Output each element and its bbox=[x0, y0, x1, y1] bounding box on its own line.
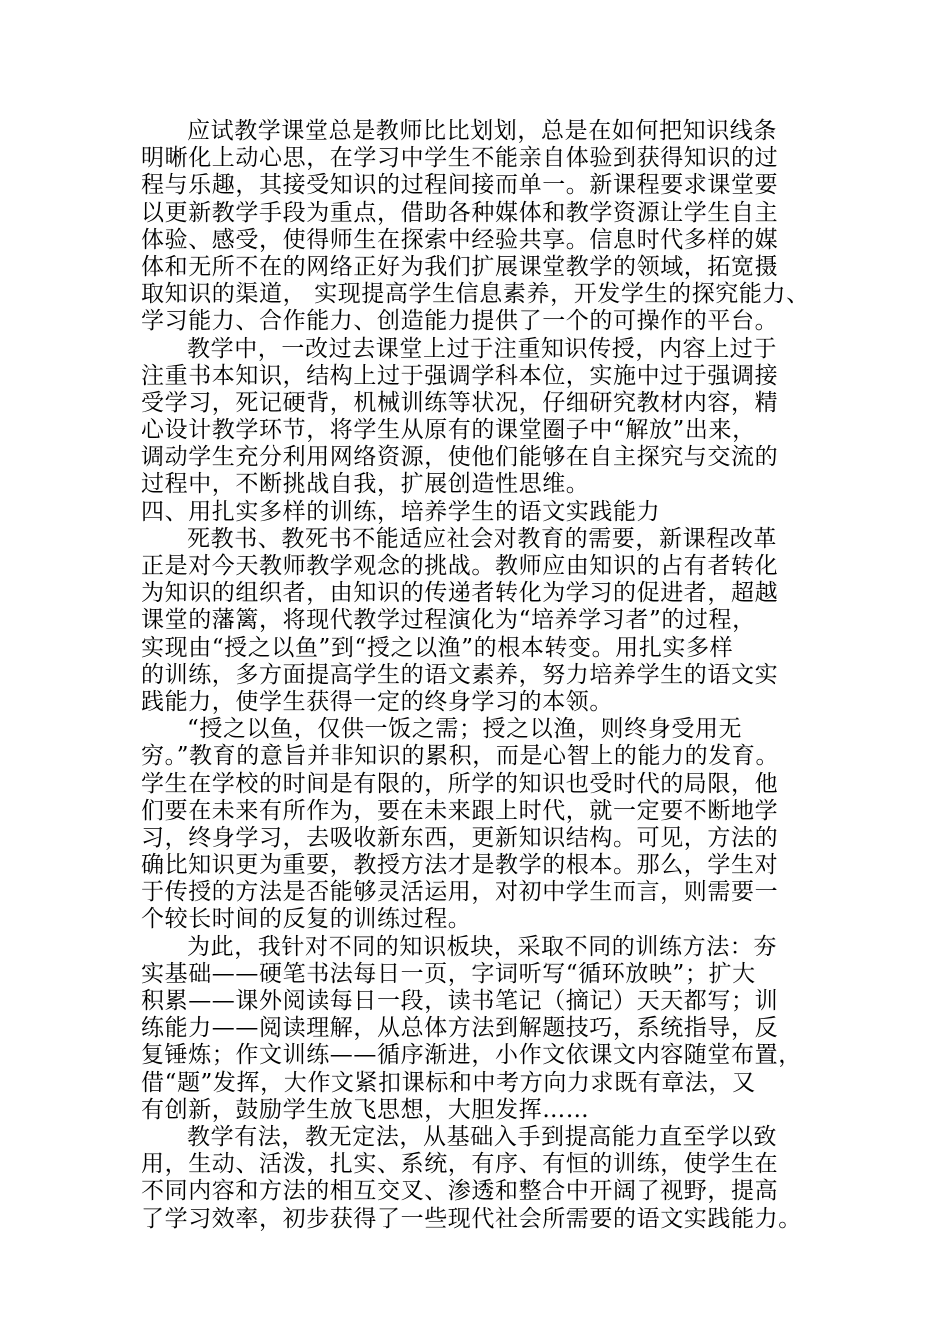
body-text bbox=[141, 118, 821, 1233]
text-line: 正是对今天教师教学观念的挑战。教师应由知识的占有者转化 bbox=[141, 553, 779, 579]
text-line: 用，生动、活泼，扎实、系统，有序、有恒的训练，使学生在 bbox=[141, 1151, 779, 1178]
text-line: 实现由“授之以鱼”到“授之以渔”的根本转变。用扎实多样 bbox=[141, 634, 734, 661]
text-line: 积累——课外阅读每日一段，读书笔记（摘记）天天都写；训 bbox=[141, 988, 779, 1014]
text-line: 体和无所不在的网络正好为我们扩展课堂教学的领域，拓宽摄 bbox=[141, 253, 779, 280]
text-line: 学生在学校的时间是有限的，所学的知识也受时代的局限，他 bbox=[141, 770, 779, 797]
text-line: 践能力，使学生获得一定的终身学习的本领。 bbox=[141, 688, 613, 715]
text-line: 学习能力、合作能力、创造能力提供了一个的可操作的平台。 bbox=[141, 308, 779, 335]
text-line: 调动学生充分利用网络资源，使他们能够在自主探究与交流的 bbox=[141, 444, 779, 471]
text-line: 取知识的渠道， 实现提高学生信息素养，开发学生的探究能力、 bbox=[141, 281, 810, 308]
text-line: 心设计教学环节，将学生从原有的课堂圈子中“解放”出来， bbox=[141, 417, 756, 444]
text-line: 受学习，死记硬背，机械训练等状况，仔细研究教材内容，精 bbox=[141, 389, 779, 416]
text-line: 练能力——阅读理解，从总体方法到解题技巧，系统指导，反 bbox=[141, 1015, 779, 1042]
text-line: 确比知识更为重要，教授方法才是教学的根本。那么，学生对 bbox=[141, 852, 779, 879]
text-line: 应试教学课堂总是教师比比划划，总是在如何把知识线条 bbox=[187, 118, 777, 144]
text-line: 注重书本知识，结构上过于强调学科本位，实施中过于强调接 bbox=[141, 362, 779, 389]
text-line: 过程中，不断挑战自我，扩展创造性思维。 bbox=[141, 471, 590, 498]
text-line: 实基础——硬笔书法每日一页，字词听写“循环放映”；扩大 bbox=[141, 960, 756, 987]
text-line: 于传授的方法是否能够灵活运用，对初中学生而言，则需要一 bbox=[141, 879, 779, 906]
text-line: 体验、感受，使得师生在探索中经验共享。信息时代多样的媒 bbox=[141, 226, 779, 253]
text-line: 教学中，一改过去课堂上过于注重知识传授，内容上过于 bbox=[187, 335, 777, 362]
text-line: 教学有法，教无定法，从基础入手到提高能力直至学以致 bbox=[187, 1123, 777, 1150]
text-line: 明晰化上动心思，在学习中学生不能亲自体验到获得知识的过 bbox=[141, 145, 779, 172]
text-line: “授之以鱼，仅供一饭之需；授之以渔，则终身受用无 bbox=[187, 716, 743, 743]
text-line: 穷。”教育的意旨并非知识的累积，而是心智上的能力的发育。 bbox=[141, 743, 780, 770]
text-line: 复锤炼；作文训练——循序渐进，小作文依课文内容随堂布置， bbox=[141, 1042, 802, 1069]
text-line: 借“题”发挥，大作文紧扣课标和中考方向力求既有章法，又 bbox=[141, 1069, 756, 1096]
text-line: 们要在未来有所作为，要在未来跟上时代，就一定要不断地学 bbox=[141, 797, 779, 824]
text-line: 的训练，多方面提高学生的语文素养，努力培养学生的语文实 bbox=[141, 661, 779, 688]
text-line: 为知识的组织者，由知识的传递者转化为学习的促进者，超越 bbox=[141, 580, 779, 607]
text-line: 死教书、教死书不能适应社会对教育的需要，新课程改革 bbox=[187, 525, 777, 552]
text-line: 课堂的藩篱，将现代教学过程演化为“培养学习者”的过程， bbox=[141, 607, 756, 634]
text-line: 四、用扎实多样的训练，培养学生的语文实践能力 bbox=[141, 498, 661, 525]
text-line: 为此，我针对不同的知识板块，采取不同的训练方法：夯 bbox=[187, 933, 777, 960]
text-line: 以更新教学手段为重点，借助各种媒体和教学资源让学生自主 bbox=[141, 199, 779, 226]
text-line: 了学习效率，初步获得了一些现代社会所需要的语文实践能力。 bbox=[141, 1205, 802, 1232]
text-line: 有创新，鼓励学生放飞思想，大胆发挥…… bbox=[141, 1096, 590, 1123]
text-line: 习，终身学习，去吸收新东西，更新知识结构。可见，方法的 bbox=[141, 824, 779, 851]
text-line: 不同内容和方法的相互交叉、渗透和整合中开阔了视野，提高 bbox=[141, 1178, 779, 1205]
text-line: 个较长时间的反复的训练过程。 bbox=[141, 906, 472, 933]
text-line: 程与乐趣，其接受知识的过程间接而单一。新课程要求课堂要 bbox=[141, 172, 779, 199]
